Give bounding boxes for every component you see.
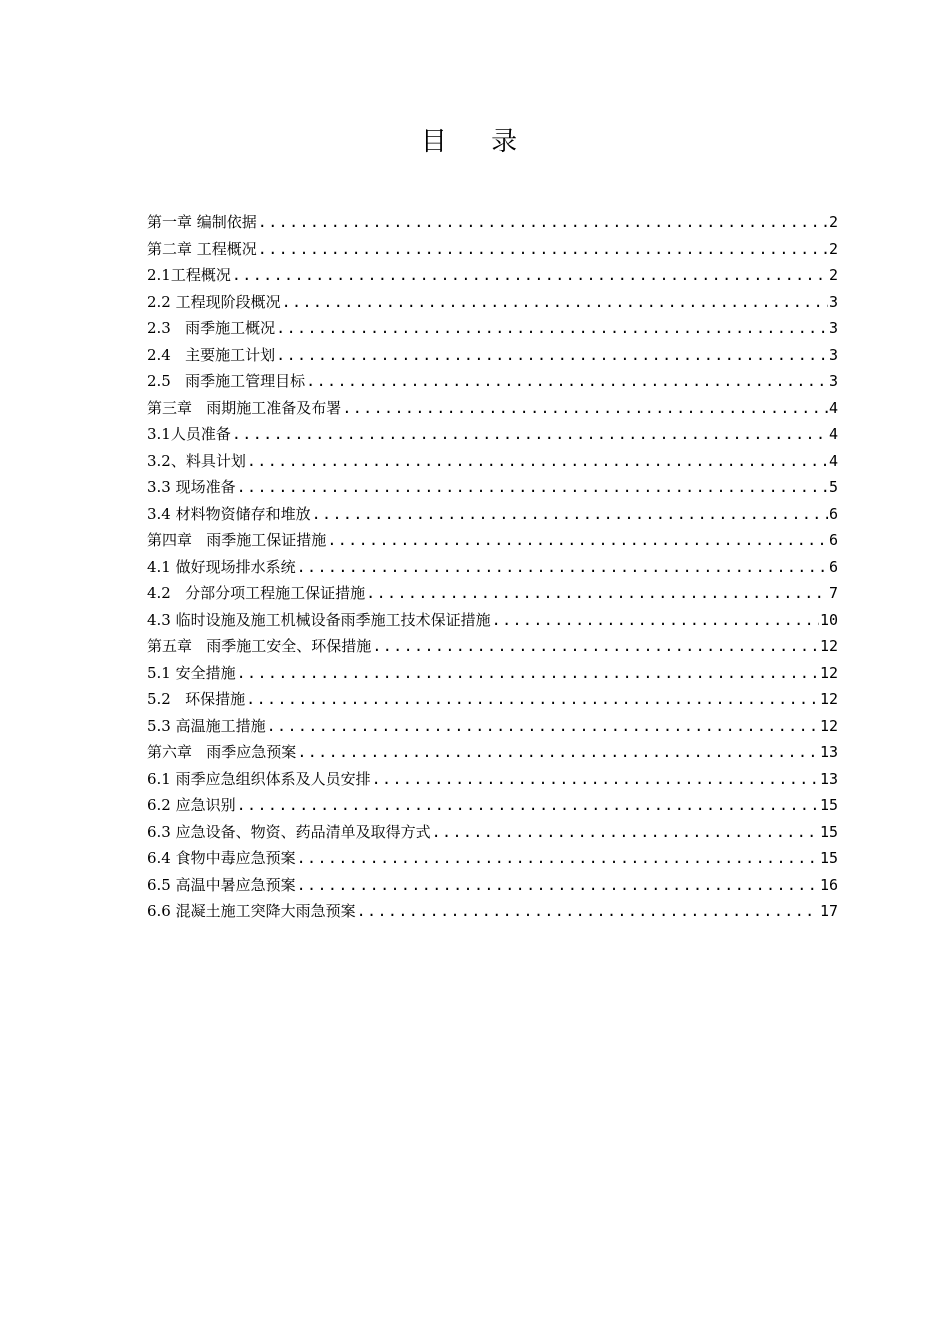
toc-entry-label: 第三章 雨期施工准备及布署	[147, 398, 342, 417]
toc-entry-page: 2	[828, 213, 838, 231]
toc-entry[interactable]	[147, 582, 838, 609]
toc-entry[interactable]	[147, 874, 838, 901]
toc-entry-label: 2.5 雨季施工管理目标	[147, 372, 306, 390]
toc-leader-dots	[312, 505, 828, 523]
page-title: 目 录	[420, 127, 536, 157]
toc-entry[interactable]	[147, 397, 838, 424]
toc-entry-page: 3	[828, 292, 838, 311]
toc-leader-dots	[342, 399, 828, 417]
toc-entry-label: 2.3 雨季施工概况	[147, 319, 276, 337]
toc-entry-page: 17	[819, 902, 838, 920]
toc-leader-dots	[232, 425, 828, 443]
toc-entry-page: 12	[819, 663, 838, 682]
toc-entry-page: 12	[819, 716, 838, 735]
toc-leader-dots	[366, 584, 828, 602]
toc-entry-label: 6.5 高温中暑应急预案	[147, 875, 296, 894]
toc-entry-label: 4.3 临时设施及施工机械设备雨季施工技术保证措施	[147, 610, 491, 629]
toc-entry[interactable]	[147, 238, 838, 265]
toc-entry-page: 13	[819, 769, 838, 788]
toc-entry-page: 10	[819, 610, 838, 629]
toc-entry-label: 6.1 雨季应急组织体系及人员安排	[147, 769, 371, 788]
toc-leader-dots	[237, 664, 819, 682]
toc-leader-dots	[297, 849, 819, 867]
toc-entry-label: 3.2、料具计划	[147, 451, 246, 470]
toc-entry-page: 5	[828, 478, 838, 496]
toc-entry-label: 4.2 分部分项工程施工保证措施	[147, 584, 366, 602]
toc-entry-label: 4.1 做好现场排水系统	[147, 557, 296, 576]
toc-list	[147, 211, 838, 927]
toc-entry-label: 6.6 混凝土施工突降大雨急预案	[147, 902, 356, 920]
toc-entry-page: 16	[819, 875, 838, 894]
toc-entry[interactable]	[147, 291, 838, 318]
toc-entry[interactable]	[147, 609, 838, 636]
toc-entry-label: 3.3 现场准备	[147, 478, 236, 496]
toc-entry[interactable]	[147, 476, 838, 503]
toc-leader-dots	[258, 213, 828, 231]
toc-entry-page: 15	[819, 796, 838, 814]
toc-entry[interactable]	[147, 503, 838, 530]
toc-entry[interactable]	[147, 715, 838, 742]
toc-entry[interactable]	[147, 794, 838, 821]
toc-entry[interactable]	[147, 211, 838, 238]
toc-leader-dots	[247, 452, 828, 470]
toc-entry-page: 12	[819, 690, 838, 708]
toc-leader-dots	[246, 690, 819, 708]
toc-entry-page: 6	[828, 531, 838, 549]
toc-leader-dots	[282, 293, 828, 311]
toc-leader-dots	[297, 558, 828, 576]
toc-leader-dots	[492, 611, 819, 629]
toc-entry-label: 3.1人员准备	[147, 425, 231, 443]
toc-entry-label: 5.2 环保措施	[147, 690, 246, 708]
toc-leader-dots	[306, 372, 828, 390]
toc-entry-page: 4	[828, 398, 838, 417]
toc-entry[interactable]	[147, 688, 838, 715]
toc-entry-label: 5.1 安全措施	[147, 663, 236, 682]
toc-entry-page: 12	[819, 637, 838, 655]
toc-entry[interactable]	[147, 662, 838, 689]
toc-leader-dots	[276, 319, 828, 337]
toc-entry-label: 3.4 材料物资储存和堆放	[147, 504, 311, 523]
toc-leader-dots	[276, 346, 828, 364]
toc-entry-page: 15	[819, 849, 838, 867]
toc-leader-dots	[297, 743, 819, 761]
toc-entry[interactable]	[147, 370, 838, 397]
toc-entry-page: 3	[828, 345, 838, 364]
toc-entry-page: 15	[819, 822, 838, 841]
toc-entry-page: 7	[828, 584, 838, 602]
toc-entry-label: 第一章 编制依据	[147, 213, 257, 231]
toc-entry-page: 6	[828, 557, 838, 576]
toc-entry-page: 13	[819, 743, 838, 761]
toc-entry-label: 2.1工程概况	[147, 266, 231, 284]
toc-entry-label: 2.2 工程现阶段概况	[147, 292, 281, 311]
toc-leader-dots	[237, 796, 819, 814]
toc-leader-dots	[267, 717, 819, 735]
toc-leader-dots	[232, 266, 828, 284]
toc-entry-label: 5.3 高温施工措施	[147, 716, 266, 735]
toc-leader-dots	[258, 240, 828, 258]
toc-entry-label: 6.2 应急识别	[147, 796, 236, 814]
toc-entry-page: 3	[828, 319, 838, 337]
toc-leader-dots	[432, 823, 819, 841]
toc-entry[interactable]	[147, 344, 838, 371]
toc-entry[interactable]	[147, 450, 838, 477]
toc-entry-label: 6.3 应急设备、物资、药品清单及取得方式	[147, 822, 431, 841]
toc-entry[interactable]	[147, 635, 838, 662]
toc-entry[interactable]	[147, 847, 838, 874]
toc-leader-dots	[237, 478, 828, 496]
toc-entry[interactable]	[147, 423, 838, 450]
toc-leader-dots	[297, 876, 819, 894]
toc-entry-label: 第五章 雨季施工安全、环保措施	[147, 637, 372, 655]
toc-entry-label: 6.4 食物中毒应急预案	[147, 849, 296, 867]
toc-entry[interactable]	[147, 317, 838, 344]
toc-entry-page: 4	[828, 425, 838, 443]
toc-entry-label: 第六章 雨季应急预案	[147, 743, 297, 761]
toc-entry-page: 3	[828, 372, 838, 390]
toc-entry-page: 2	[828, 266, 838, 284]
toc-leader-dots	[327, 531, 828, 549]
toc-entry[interactable]	[147, 556, 838, 583]
toc-entry[interactable]	[147, 821, 838, 848]
toc-leader-dots	[357, 902, 819, 920]
toc-entry[interactable]	[147, 900, 838, 927]
toc-entry[interactable]	[147, 264, 838, 291]
toc-entry-page: 6	[828, 504, 838, 523]
toc-leader-dots	[372, 770, 819, 788]
toc-entry-page: 4	[828, 451, 838, 470]
toc-leader-dots	[372, 637, 819, 655]
toc-entry[interactable]	[147, 768, 838, 795]
toc-entry-label: 第四章 雨季施工保证措施	[147, 531, 327, 549]
toc-entry-page: 2	[828, 239, 838, 258]
toc-entry[interactable]	[147, 529, 838, 556]
toc-entry[interactable]	[147, 741, 838, 768]
toc-entry-label: 2.4 主要施工计划	[147, 345, 276, 364]
toc-entry-label: 第二章 工程概况	[147, 239, 257, 258]
